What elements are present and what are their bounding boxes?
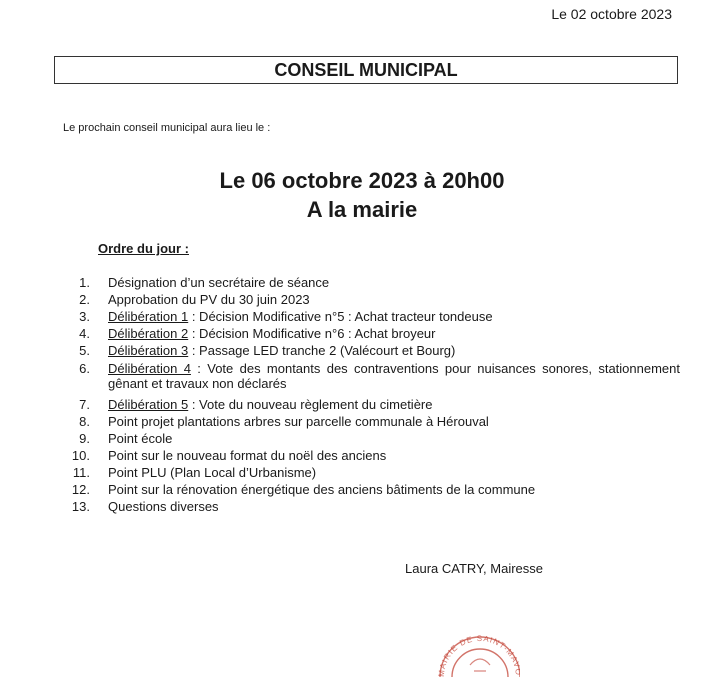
agenda-item-description: : Vote des montants des contraventions pour nuisances sonores, stationnement gênant et travaux non déclarés — [108, 361, 681, 391]
agenda-item-text — [108, 448, 680, 463]
deliberation-label: Délibération 4 — [108, 361, 191, 376]
agenda-item-number: 11. — [72, 465, 90, 480]
agenda-item-text — [108, 397, 680, 412]
agenda-item-number: 2. — [79, 292, 90, 307]
agenda-item-description: Questions diverses — [108, 499, 219, 514]
agenda-item-text — [108, 414, 680, 429]
meeting-datetime: Le 06 octobre 2023 à 20h00 — [219, 168, 505, 193]
agenda-item-text — [108, 309, 680, 324]
meeting-announcement — [0, 166, 724, 224]
agenda-item-number: 3. — [79, 309, 90, 324]
agenda-item-description: : Vote du nouveau règlement du cimetière — [188, 397, 433, 412]
svg-text:MAIRIE DE SAINT-MAVOU: MAIRIE DE SAINT-MA — [436, 633, 520, 677]
agenda-item-text — [108, 361, 680, 391]
agenda-item-text — [108, 275, 680, 290]
agenda-item-description: Point sur le nouveau format du noël des anciens — [108, 448, 387, 463]
agenda-item-number: 5. — [79, 343, 90, 358]
agenda-item-text — [108, 499, 680, 514]
agenda-item-number: 7. — [79, 397, 90, 412]
agenda-title: Ordre du jour : — [98, 241, 189, 256]
agenda-item-description: Point école — [108, 431, 173, 446]
agenda-item-text — [108, 431, 680, 446]
agenda-item-description: : Passage LED tranche 2 (Valécourt et Bourg) — [188, 343, 456, 358]
meeting-location: A la mairie — [306, 197, 418, 222]
agenda-item-description: Point sur la rénovation énergétique des anciens bâtiments de la commune — [108, 482, 536, 497]
agenda-item-description: : Décision Modificative n°5 : Achat tracteur tondeuse — [188, 309, 493, 324]
agenda-item-text — [108, 465, 680, 480]
signature: Laura CATRY, Mairesse — [405, 561, 544, 576]
agenda-item-number: 9. — [79, 431, 90, 446]
agenda-item-number: 1. — [79, 275, 90, 290]
agenda-item-number: 13. — [71, 499, 90, 514]
agenda-item-number: 8. — [79, 414, 90, 429]
agenda-item-text — [108, 292, 680, 307]
agenda-item-number: 12. — [71, 482, 90, 497]
deliberation-label: Délibération 1 — [108, 309, 189, 324]
agenda-item-description: Point projet plantations arbres sur parcelle communale à Hérouval — [108, 414, 489, 429]
deliberation-label: Délibération 2 — [108, 326, 189, 341]
agenda-item-description: Approbation du PV du 30 juin 2023 — [108, 292, 310, 307]
agenda-item-text — [108, 343, 680, 358]
deliberation-label: Délibération 3 — [108, 343, 189, 358]
deliberation-label: Délibération 5 — [108, 397, 189, 412]
agenda-item-text — [108, 482, 680, 497]
agenda-item-number: 4. — [79, 326, 90, 341]
document-date: Le 02 octobre 2023 — [551, 6, 672, 22]
agenda-item-text — [108, 326, 680, 341]
agenda-item-description: : Décision Modificative n°6 : Achat broyeur — [188, 326, 436, 341]
document-title: CONSEIL MUNICIPAL — [54, 56, 678, 84]
intro-text: Le prochain conseil municipal aura lieu le : — [63, 122, 271, 134]
official-seal — [430, 605, 520, 682]
agenda-item-description: Désignation d’un secrétaire de séance — [108, 275, 330, 290]
agenda-item-number: 6. — [79, 361, 90, 376]
agenda-item-number: 10. — [71, 448, 90, 463]
agenda-item-description: Point PLU (Plan Local d’Urbanisme) — [108, 465, 317, 480]
